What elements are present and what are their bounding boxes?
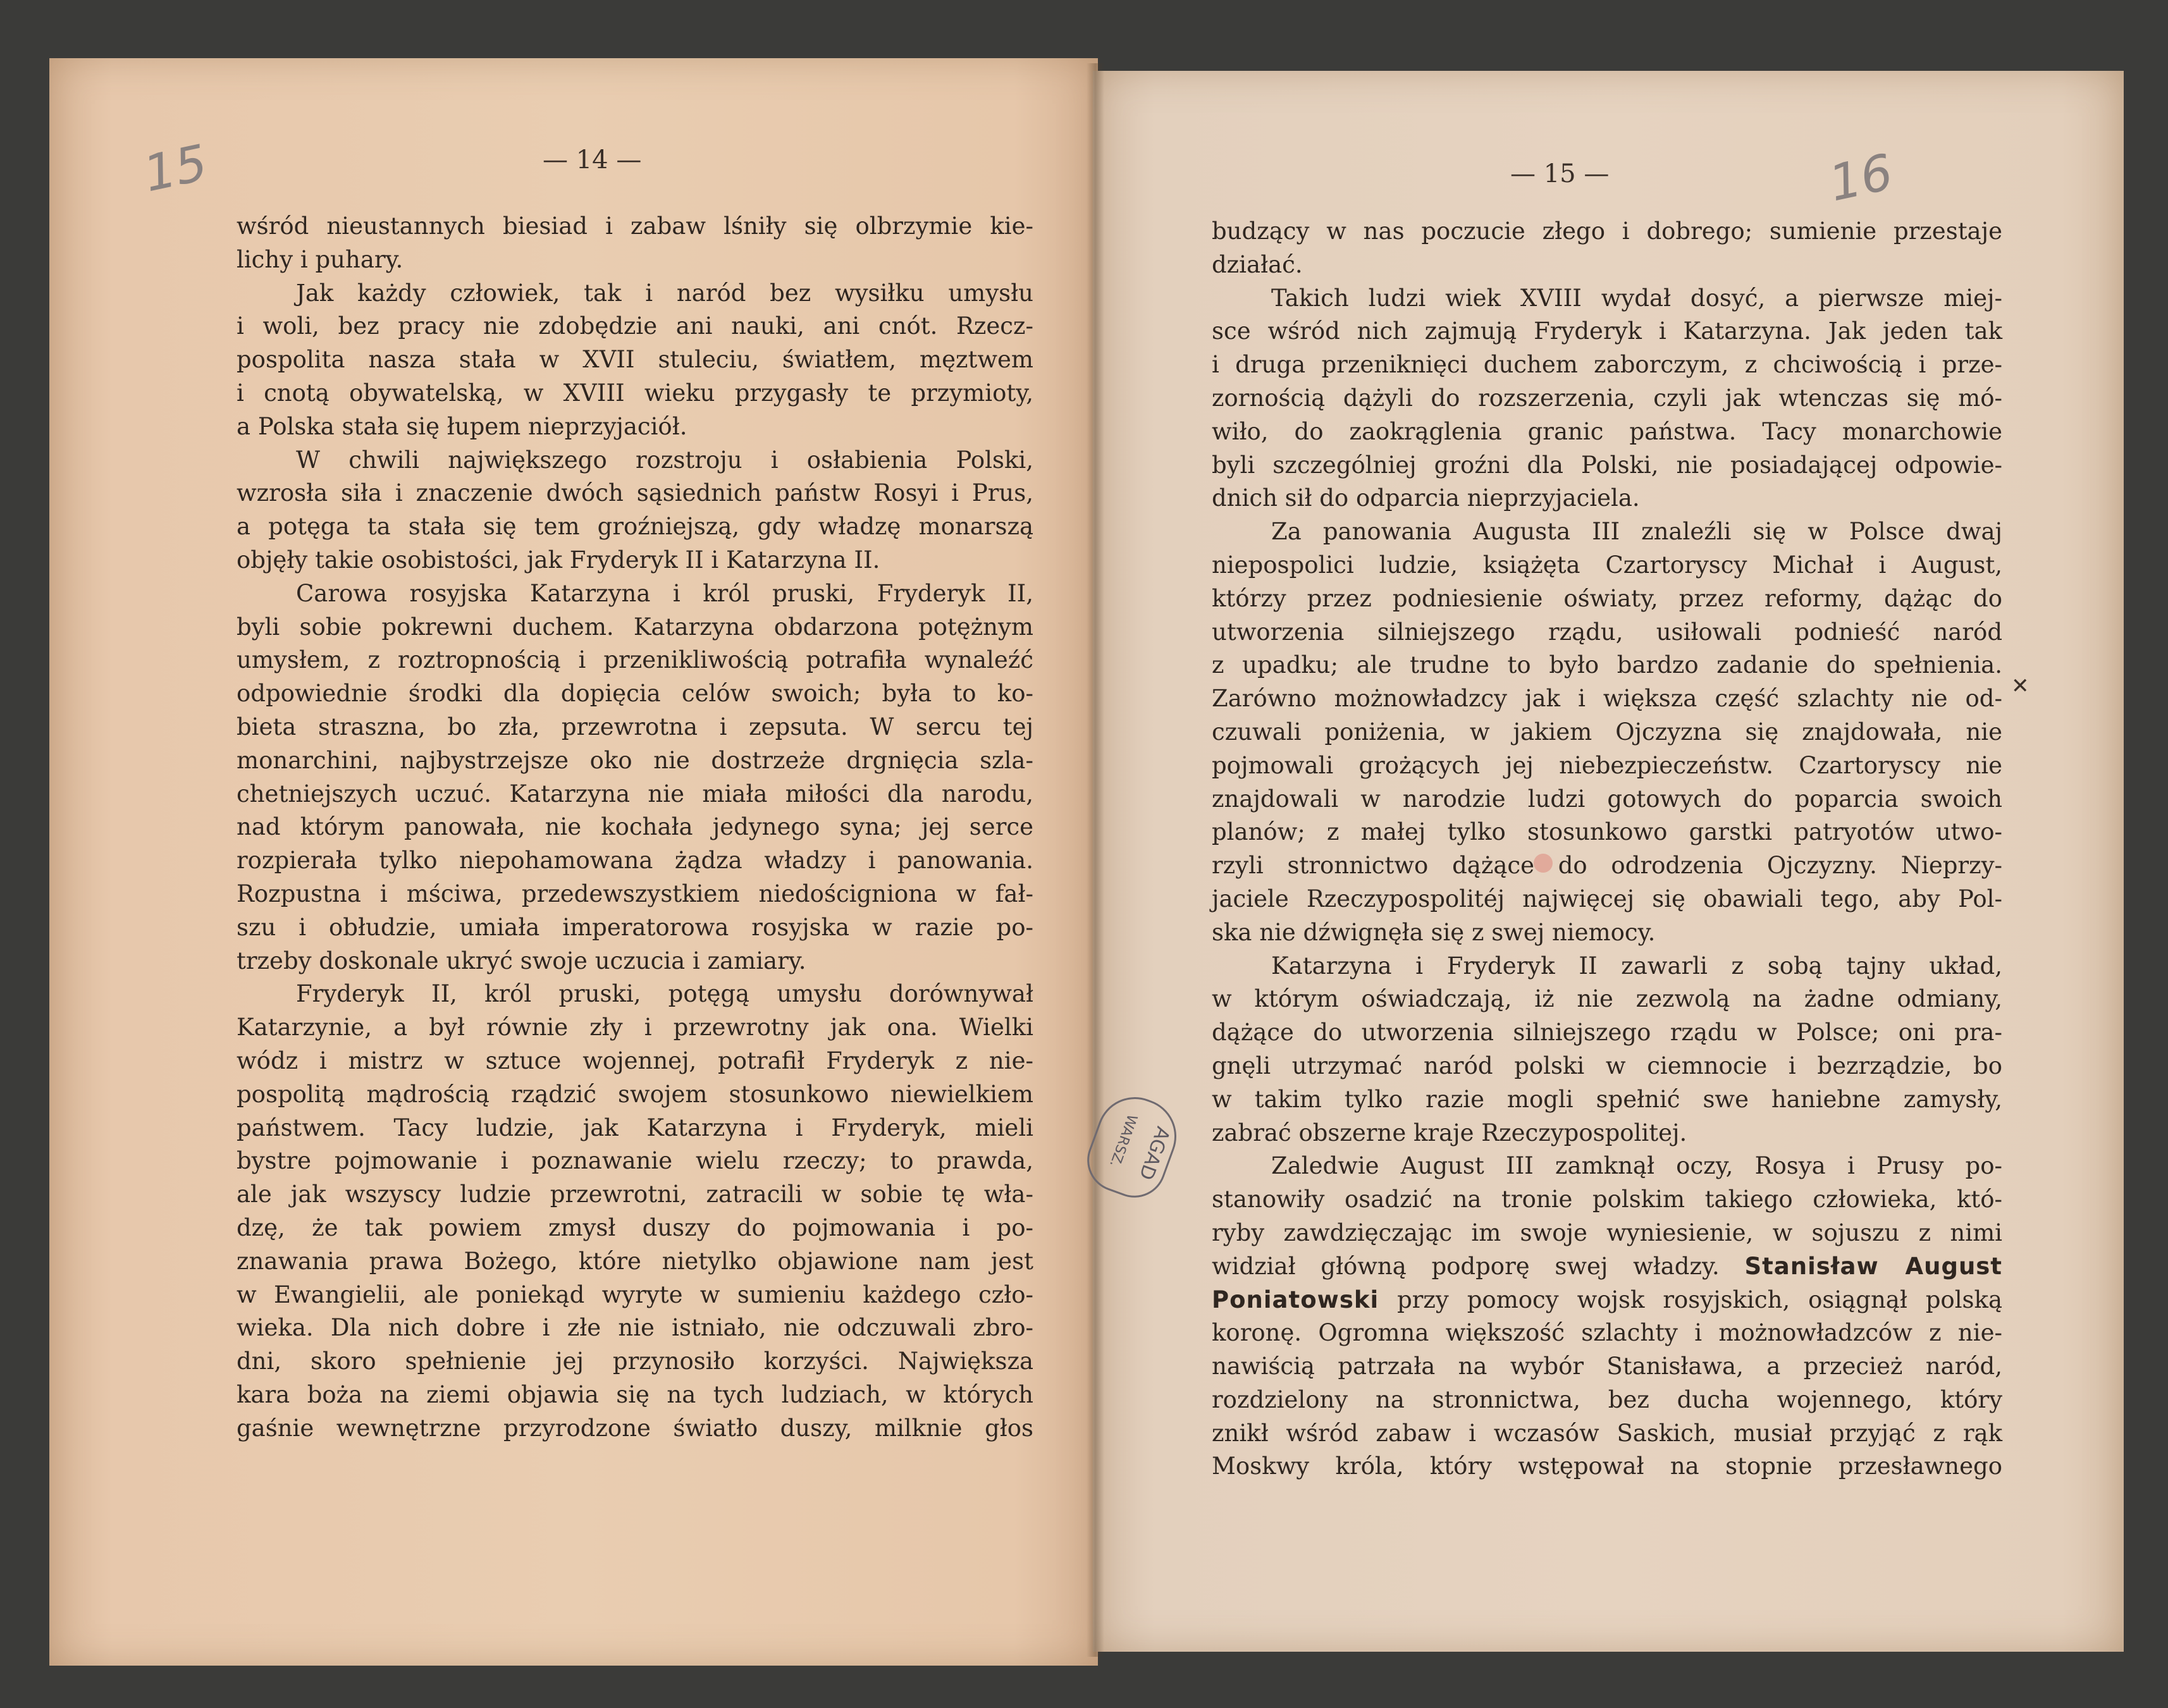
line-text: umysłem, z roztropnością i przenikliwością potrafiła wynaleźć xyxy=(237,646,1033,674)
text-line xyxy=(237,1112,1033,1145)
line-text: zornością dążyli do rozszerzenia, czyli jak wtenczas się mó- xyxy=(1212,384,2002,412)
text-line xyxy=(1212,1150,2002,1183)
line-text: rzyli stronnictwo dążące do odrodzenia Ojczyzny. Nieprzy- xyxy=(1212,852,2002,880)
line-text: Fryderyk II, król pruski, potęgą umysłu dorównywał xyxy=(296,980,1033,1008)
line-text: i woli, bez pracy nie zdobędzie ani nauki, ani cnót. Rzecz- xyxy=(237,312,1033,340)
text-line xyxy=(1212,382,2002,415)
line-text: planów; z małej tylko stosunkowo garstki patryotów utwo- xyxy=(1212,818,2002,846)
line-text: byli sobie pokrewni duchem. Katarzyna obdarzona potężnym xyxy=(237,613,1033,641)
text-line xyxy=(237,1045,1033,1078)
line-text: Zaledwie August III zamknął oczy, Rosya i Prusy po- xyxy=(1271,1152,2002,1180)
line-text: w którym oświadczają, iż nie zezwolą na żadne odmiany, xyxy=(1212,985,2002,1013)
line-text: w Ewangielii, ale poniekąd wyryte w sumieniu każdego czło- xyxy=(237,1281,1033,1308)
line-text: dzę, że tak powiem zmysł duszy do pojmowania i po- xyxy=(237,1213,1033,1241)
line-text: Za panowania Augusta III znaleźli się w Polsce dwaj xyxy=(1271,518,2002,546)
line-text: Zarówno możnowładzcy jak i większa część szlachty nie od- xyxy=(1212,685,2002,713)
text-line xyxy=(1212,515,2002,549)
text-line xyxy=(1212,616,2002,649)
bold-name: Poniatowski xyxy=(1212,1286,1379,1313)
line-text: a potęga ta stała się tem groźniejszą, gdy władzę monarszą xyxy=(237,513,1033,541)
line-text: nad którym panowała, nie kochała jedynego syna; jej serce xyxy=(237,813,1033,841)
line-text: Moskwy króla, który wstępował na stopnie przesławnego xyxy=(1212,1453,2002,1480)
line-text: byli szczególniej groźni dla Polski, nie posiadającej odpowie- xyxy=(1212,451,2002,479)
line-text: szu i obłudzie, umiała imperatorowa rosyjska w razie po- xyxy=(237,913,1033,941)
right-page xyxy=(1093,71,2124,1652)
text-line xyxy=(237,310,1033,343)
line-text: pospolitą mądrością rządzić swojem stosunkowo niewielkiem xyxy=(237,1080,1033,1108)
line-text: zabrać obszerne kraje Rzeczypospolitej. xyxy=(1212,1119,1687,1146)
pencil-page-number-left: 15 xyxy=(139,134,212,204)
text-line xyxy=(1212,950,2002,983)
bold-name: Stanisław August xyxy=(1744,1252,2002,1280)
book-spine-shadow xyxy=(1087,63,1104,1657)
margin-mark-right: ✕ xyxy=(2011,673,2029,699)
line-text: działać. xyxy=(1212,250,1303,278)
line-text: znikł wśród zabaw i wczasów Saskich, musiał przyjąć z rąk xyxy=(1212,1419,2002,1447)
line-text: ale jak wszyscy ludzie przewrotni, zatracili w sobie tę wła- xyxy=(237,1181,1033,1208)
text-line xyxy=(237,1412,1033,1446)
text-line xyxy=(237,811,1033,844)
line-text: lichy i puhary. xyxy=(237,245,403,273)
line-text: bystre pojmowanie i poznawanie wielu rzeczy; to prawda, xyxy=(237,1147,1033,1175)
text-line xyxy=(1212,1217,2002,1250)
text-line xyxy=(237,1078,1033,1112)
line-text: odpowiednie środki dla dopięcia celów swoich; była to ko- xyxy=(237,680,1033,708)
text-line xyxy=(237,677,1033,711)
text-line xyxy=(237,444,1033,477)
text-line xyxy=(237,477,1033,510)
text-line xyxy=(1212,549,2002,582)
line-text: wzrosła siła i znaczenie dwóch sąsiednich państw Rosyi i Prus, xyxy=(237,479,1033,507)
line-text: bieta straszna, bo zła, przewrotna i zepsuta. W sercu tej xyxy=(237,713,1033,740)
stamp-outer-text: AGAD xyxy=(1134,1123,1174,1183)
line-text: pospolita nasza stała w XVII stuleciu, światłem, męztwem xyxy=(237,346,1033,374)
line-text: Carowa rosyjska Katarzyna i król pruski, Fryderyk II, xyxy=(296,579,1033,607)
text-line xyxy=(237,243,1033,277)
line-text: pojmowali grożących jej niebezpieczeństw. Czartoryscy nie xyxy=(1212,751,2002,779)
text-line xyxy=(1212,1350,2002,1384)
text-line xyxy=(237,377,1033,410)
line-text: wódz i mistrz w sztuce wojennej, potrafił Fryderyk z nie- xyxy=(237,1047,1033,1074)
text-line xyxy=(1212,348,2002,382)
text-line xyxy=(1212,716,2002,749)
text-line xyxy=(1212,1016,2002,1050)
text-line xyxy=(1212,983,2002,1016)
text-line xyxy=(1212,1083,2002,1117)
line-text: wieka. Dla nich dobre i złe nie istniało, nie odczuwali zbro- xyxy=(237,1314,1033,1342)
line-text: w takim tylko razie mogli spełnić swe haniebne zamysły, xyxy=(1212,1085,2002,1113)
text-line xyxy=(237,978,1033,1011)
line-text: z upadku; ale trudne to było bardzo zadanie do spełnienia. xyxy=(1212,651,2002,679)
text-line xyxy=(237,343,1033,377)
line-text: chetniejszych uczuć. Katarzyna nie miała miłości dla narodu, xyxy=(237,780,1033,808)
text-line xyxy=(237,1212,1033,1245)
line-text: czuwali poniżenia, w jakiem Ojczyzna się znajdowała, nie xyxy=(1212,718,2002,746)
text-line xyxy=(237,1312,1033,1345)
line-text: niepospolici ludzie, książęta Czartoryscy Michał i August, xyxy=(1212,551,2002,579)
line-text: objęły takie osobistości, jak Fryderyk II i Katarzyna II. xyxy=(237,546,880,574)
line-text: wiło, do zaokrąglenia granic państwa. Tacy monarchowie xyxy=(1212,417,2002,445)
text-line xyxy=(1212,1284,2002,1317)
text-line xyxy=(237,277,1033,310)
line-text: dni, skoro spełnienie jej przynosiło korzyści. Największa xyxy=(237,1348,1033,1375)
text-line xyxy=(1212,1417,2002,1451)
text-line xyxy=(1212,816,2002,849)
text-line xyxy=(237,945,1033,978)
line-text: którzy przez podniesienie oświaty, przez reformy, dążąc do xyxy=(1212,584,2002,612)
text-line xyxy=(237,510,1033,544)
text-line xyxy=(1212,415,2002,449)
line-text: i cnotą obywatelską, w XVIII wieku przygasły te przymioty, xyxy=(237,379,1033,407)
text-line xyxy=(1212,282,2002,316)
page-number-left: — 14 — xyxy=(543,145,642,175)
line-text: dążące do utworzenia silniejszego rządu w Polsce; oni pra- xyxy=(1212,1019,2002,1047)
text-line xyxy=(237,410,1033,444)
line-text: widział główną podporę swej władzy. xyxy=(1212,1252,1720,1280)
line-text: utworzenia silniejszego rządu, usiłowali podnieść naród xyxy=(1212,618,2002,646)
text-line xyxy=(1212,315,2002,348)
line-text: koronę. Ogromna większość szlachty i możnowładzców z nie- xyxy=(1212,1319,2002,1347)
text-line xyxy=(1212,482,2002,515)
text-line xyxy=(1212,1450,2002,1484)
text-line xyxy=(1212,249,2002,282)
line-text: rozdzielony na stronnictwa, bez ducha wojennego, który xyxy=(1212,1385,2002,1413)
text-line xyxy=(1212,682,2002,716)
text-line xyxy=(1212,215,2002,249)
line-text: a Polska stała się łupem nieprzyjaciół. xyxy=(237,412,687,440)
red-ink-spot xyxy=(1534,854,1553,873)
line-text: Katarzynie, a był równie zły i przewrotny jak ona. Wielki xyxy=(237,1014,1033,1041)
line-text: stanowiły osadzić na tronie polskim takiego człowieka, któ- xyxy=(1212,1186,2002,1213)
text-line xyxy=(237,844,1033,878)
text-line xyxy=(1212,449,2002,482)
line-text: znawania prawa Bożego, które nietylko objawione nam jest xyxy=(237,1247,1033,1275)
line-text: gaśnie wewnętrzne przyrodzone światło duszy, milknie głos xyxy=(237,1414,1033,1442)
line-text: sce wśród nich zajmują Fryderyk i Katarzyna. Jak jeden tak xyxy=(1212,317,2002,345)
text-line xyxy=(237,1011,1033,1045)
text-line xyxy=(1212,749,2002,783)
line-text: państwem. Tacy ludzie, jak Katarzyna i Fryderyk, mieli xyxy=(237,1114,1033,1141)
text-line xyxy=(237,878,1033,911)
line-text: nawiścią patrzała na wybór Stanisława, a przecież naród, xyxy=(1212,1353,2002,1380)
line-text: znajdowali w narodzie ludzi gotowych do poparcia swoich xyxy=(1212,785,2002,813)
text-line xyxy=(237,911,1033,945)
text-line xyxy=(1212,883,2002,916)
line-text: ryby zawdzięczając im swoje wyniesienie, w sojuszu z nimi xyxy=(1212,1219,2002,1246)
text-line xyxy=(237,611,1033,644)
left-page xyxy=(49,58,1098,1666)
right-page-text xyxy=(1212,215,2002,1484)
line-text: rozpierała tylko niepohamowana żądza władzy i panowania. xyxy=(237,847,1033,875)
line-text: ska nie dźwignęła się z swej niemocy. xyxy=(1212,918,1656,946)
text-line xyxy=(1212,1384,2002,1417)
line-text: monarchini, najbystrzejsze oko nie dostrzeże drgnięcia szla- xyxy=(237,746,1033,774)
text-line xyxy=(237,644,1033,677)
line-text: W chwili największego rozstroju i osłabienia Polski, xyxy=(296,446,1033,474)
text-line xyxy=(1212,1250,2002,1284)
text-line xyxy=(1212,783,2002,816)
line-text: dnich sił do odparcia nieprzyjaciela. xyxy=(1212,484,1640,512)
line-text: trzeby doskonale ukryć swoje uczucia i zamiary. xyxy=(237,947,806,974)
text-line xyxy=(237,744,1033,778)
line-text: Jak każdy człowiek, tak i naród bez wysiłku umysłu xyxy=(296,279,1033,307)
text-line xyxy=(237,577,1033,611)
line-text: gnęli utrzymać naród polski w ciemnocie i bezrządzie, bo xyxy=(1212,1052,2002,1079)
text-line xyxy=(1212,582,2002,616)
text-line xyxy=(237,210,1033,243)
text-line xyxy=(237,1279,1033,1312)
line-text: wśród nieustannych biesiad i zabaw lśniły się olbrzymie kie- xyxy=(237,212,1033,240)
text-line xyxy=(1212,849,2002,883)
line-text: Katarzyna i Fryderyk II zawarli z sobą tajny układ, xyxy=(1271,952,2002,980)
text-line xyxy=(1212,1050,2002,1083)
text-line xyxy=(237,711,1033,744)
page-number-right: — 15 — xyxy=(1510,159,1610,188)
left-page-text xyxy=(237,210,1033,1445)
line-text: Takich ludzi wiek XVIII wydał dosyć, a pierwsze miej- xyxy=(1271,284,2002,312)
line-text: Rozpustna i mściwa, przedewszystkiem niedościgniona w fał- xyxy=(237,880,1033,907)
line-text: i druga przeniknięci duchem zaborczym, z chciwością i prze- xyxy=(1212,351,2002,379)
line-text: budzący w nas poczucie złego i dobrego; sumienie przestaje xyxy=(1212,218,2002,245)
text-line xyxy=(237,1345,1033,1379)
text-line xyxy=(1212,649,2002,682)
text-line xyxy=(237,544,1033,577)
text-line xyxy=(237,778,1033,811)
text-line xyxy=(1212,1183,2002,1217)
line-text: jaciele Rzeczypospolitéj najwięcej się obawiali tego, aby Pol- xyxy=(1212,885,2002,912)
text-line xyxy=(237,1379,1033,1412)
text-line xyxy=(237,1178,1033,1212)
text-line xyxy=(1212,1317,2002,1350)
pencil-page-number-right: 16 xyxy=(1824,144,1898,213)
stamp-inner-text: WARSZ. xyxy=(1106,1112,1140,1169)
line-text: kara boża na ziemi objawia się na tych ludziach, w których xyxy=(237,1380,1033,1408)
text-line xyxy=(1212,1117,2002,1150)
line-text: przy pomocy wojsk rosyjskich, osiągnął polską xyxy=(1397,1286,2003,1313)
text-line xyxy=(237,1145,1033,1178)
text-line xyxy=(237,1245,1033,1279)
text-line xyxy=(1212,916,2002,950)
